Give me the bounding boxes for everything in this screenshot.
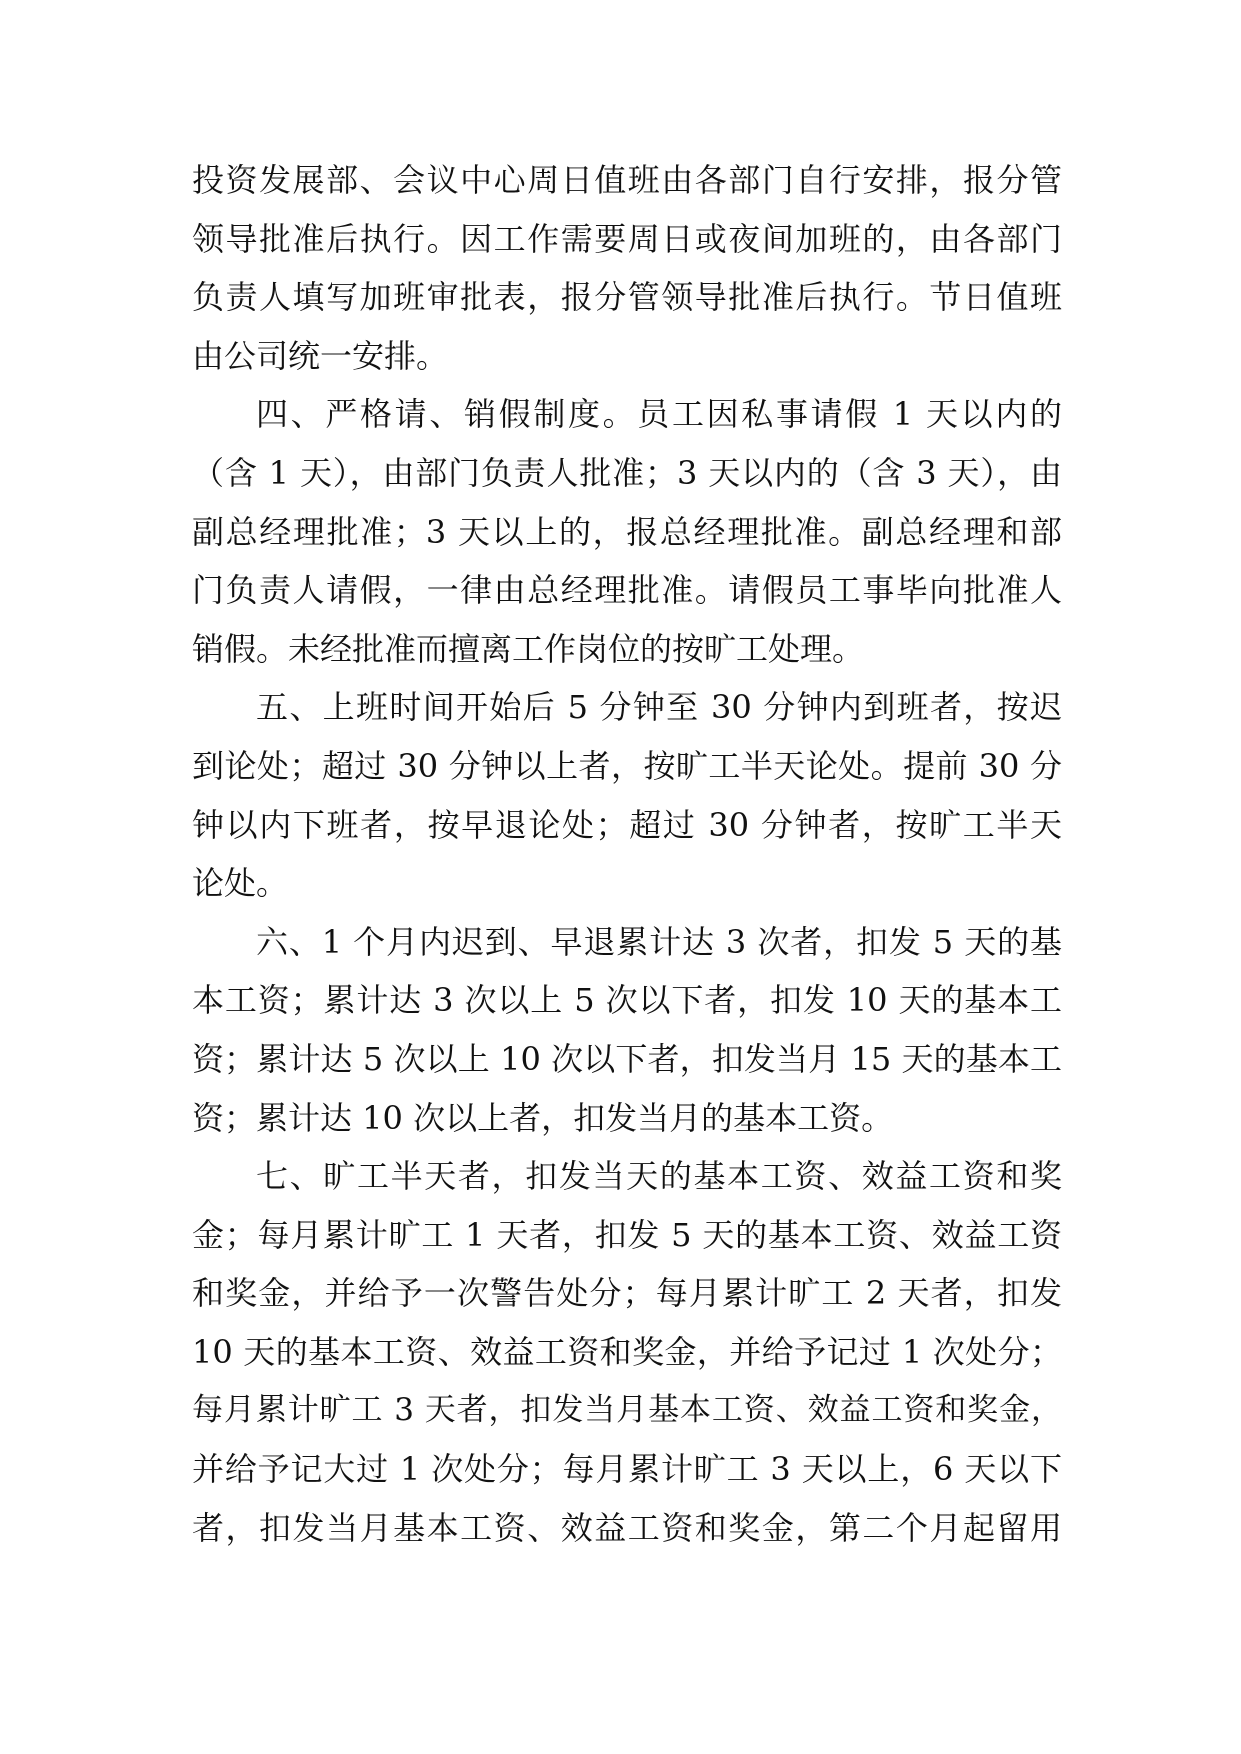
text-line: 七、旷工半天者，扣发当天的基本工资、效益工资和奖 xyxy=(256,1157,1062,1196)
text-line: 资；累计达 5 次以上 10 次以下者，扣发当月 15 天的基本工 xyxy=(192,1039,1062,1078)
text-line: 和奖金，并给予一次警告处分；每月累计旷工 2 天者，扣发 xyxy=(192,1274,1062,1313)
text-line: 六、1 个月内迟到、早退累计达 3 次者，扣发 5 天的基 xyxy=(256,922,1062,961)
text-line: 本工资；累计达 3 次以上 5 次以下者，扣发 10 天的基本工 xyxy=(192,981,1062,1020)
text-line: 并给予记大过 1 次处分；每月累计旷工 3 天以上，6 天以下 xyxy=(192,1450,1062,1489)
text-line: 者，扣发当月基本工资、效益工资和奖金，第二个月起留用 xyxy=(192,1508,1062,1547)
text-line: 副总经理批准；3 天以上的，报总经理批准。副总经理和部 xyxy=(192,512,1062,551)
text-line: 论处。 xyxy=(192,864,289,903)
text-line: （含 1 天），由部门负责人批准；3 天以内的（含 3 天），由 xyxy=(192,453,1062,492)
text-line: 每月累计旷工 3 天者，扣发当月基本工资、效益工资和奖金， xyxy=(192,1392,1062,1429)
text-line: 资；累计达 10 次以上者，扣发当月的基本工资。 xyxy=(192,1098,894,1137)
text-line: 五、上班时间开始后 5 分钟至 30 分钟内到班者，按迟 xyxy=(256,688,1062,727)
document-body xyxy=(192,160,1062,1566)
text-line: 到论处；超过 30 分钟以上者，按旷工半天论处。提前 30 分 xyxy=(192,746,1062,785)
text-line: 领导批准后执行。因工作需要周日或夜间加班的，由各部门 xyxy=(192,219,1062,258)
text-line: 钟以内下班者，按早退论处；超过 30 分钟者，按旷工半天 xyxy=(192,805,1062,844)
text-line: 由公司统一安排。 xyxy=(192,336,449,375)
text-line: 负责人填写加班审批表，报分管领导批准后执行。节日值班 xyxy=(192,278,1062,317)
text-line: 门负责人请假，一律由总经理批准。请假员工事毕向批准人 xyxy=(192,571,1062,610)
text-line: 投资发展部、会议中心周日值班由各部门自行安排，报分管 xyxy=(192,161,1062,199)
text-line: 10 天的基本工资、效益工资和奖金，并给予记过 1 次处分； xyxy=(192,1332,1062,1371)
text-line: 金；每月累计旷工 1 天者，扣发 5 天的基本工资、效益工资 xyxy=(192,1215,1062,1254)
text-line: 四、严格请、销假制度。员工因私事请假 1 天以内的 xyxy=(256,395,1062,434)
text-line: 销假。未经批准而擅离工作岗位的按旷工处理。 xyxy=(192,629,865,668)
